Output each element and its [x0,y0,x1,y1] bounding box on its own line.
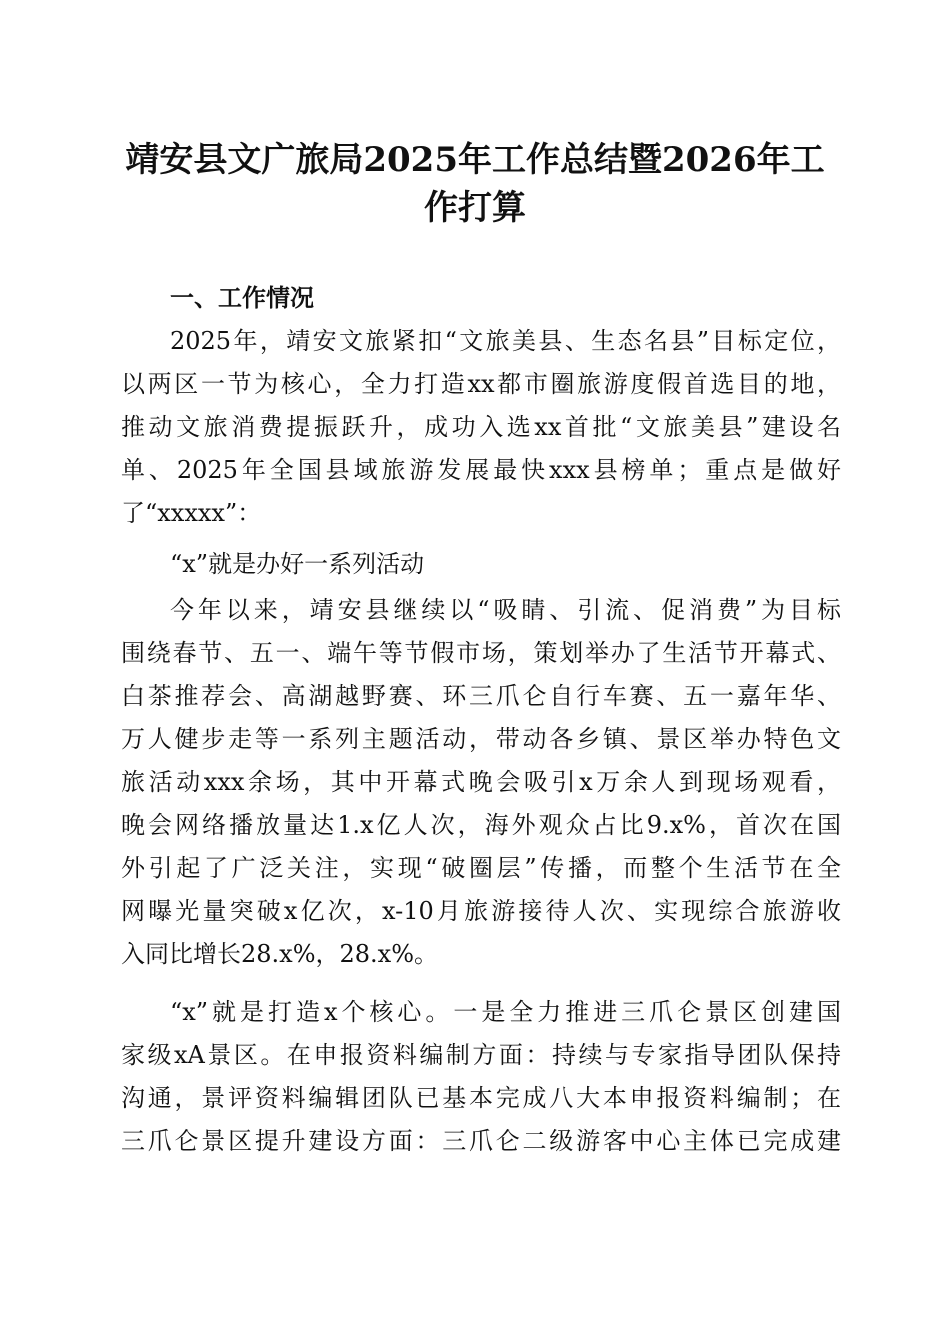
body-line: 旅活动xxx余场，其中开幕式晚会吸引x万余人到现场观看， [121,768,841,796]
body-line: 围绕春节、五一、端午等节假市场，策划举办了生活节开幕式、 [121,639,841,667]
body-line: 白茶推荐会、高湖越野赛、环三爪仑自行车赛、五一嘉年华、 [121,682,841,710]
body-line: 网曝光量突破x亿次，x-10月旅游接待人次、实现综合旅游收 [121,897,841,925]
body-line: 三爪仑景区提升建设方面：三爪仑二级游客中心主体已完成建 [121,1127,841,1155]
body-line: 晚会网络播放量达1.x亿人次，海外观众占比9.x%，首次在国 [121,811,841,839]
body-line: 了“xxxxx”： [121,499,262,527]
section-heading: 一、工作情况 [170,284,314,312]
title-line-2: 作打算 [424,188,526,228]
body-line: 家级xA景区。在申报资料编制方面：持续与专家指导团队保持 [121,1041,841,1069]
body-line: 入同比增长28.x%，28.x%。 [121,940,439,968]
body-line: 万人健步走等一系列主题活动，带动各乡镇、景区举办特色文 [121,725,841,753]
title-line-1: 靖安县文广旅局2025年工作总结暨2026年工 [125,140,825,180]
subheading-line: “x”就是办好一系列活动 [170,550,425,578]
body-line: 2025年，靖安文旅紧扣“文旅美县、生态名县”目标定位， [170,327,841,355]
body-line: 以两区一节为核心，全力打造xx都市圈旅游度假首选目的地， [121,370,841,398]
body-line: 推动文旅消费提振跃升，成功入选xx首批“文旅美县”建设名 [121,413,841,441]
body-line: “x”就是打造x个核心。一是全力推进三爪仑景区创建国 [170,998,841,1026]
body-line: 单、2025年全国县域旅游发展最快xxx县榜单；重点是做好 [121,456,841,484]
document-title [100,136,850,232]
body-line: 外引起了广泛关注，实现“破圈层”传播，而整个生活节在全 [121,854,841,882]
body-line: 今年以来，靖安县继续以“吸睛、引流、促消费”为目标 [170,596,841,624]
body-line: 沟通，景评资料编辑团队已基本完成八大本申报资料编制；在 [121,1084,841,1112]
